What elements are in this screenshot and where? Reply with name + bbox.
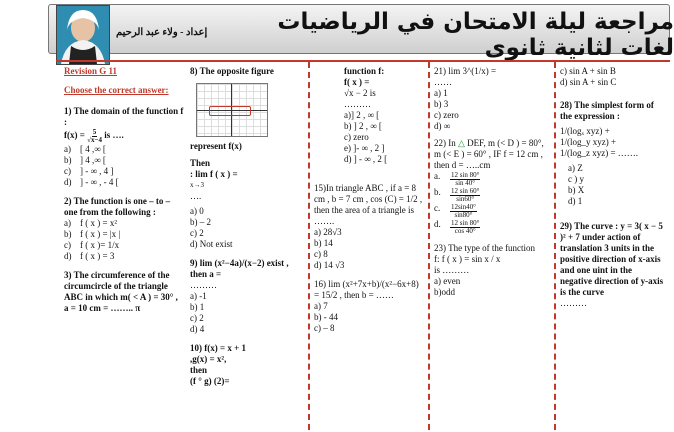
answer-option	[64, 144, 184, 155]
answer-option	[434, 171, 544, 187]
option-letter: b)	[64, 229, 72, 239]
option-text: ] - ∞ , 4 ]	[80, 166, 114, 176]
answer-option: e) ]- ∞ , 2 ]	[344, 143, 385, 153]
answer-option: b) 14	[314, 238, 333, 248]
question-1-options	[64, 144, 184, 188]
question-15-options	[314, 227, 424, 271]
option-letter: a.	[434, 171, 441, 181]
question-8-options	[190, 206, 290, 250]
answer-option: d) ∞	[434, 121, 451, 131]
question-3: 3) The circumference of the circumcircle of the triangle ABC in which m( < A ) = 30° , a = 10 cm = …….. π	[64, 270, 178, 313]
question-28: 28) The simplest form of the expression :	[560, 100, 654, 121]
expression-term: 1/(logₓ xyz) +	[560, 126, 610, 136]
prepared-by-label: إعداد - ولاء عبد الرحيم	[116, 27, 208, 38]
option-letter: d)	[64, 251, 72, 261]
question-21: 21) lim 3^(1/x) =	[434, 66, 497, 76]
question-22-start: 22) In	[434, 138, 456, 148]
answer-option: b)odd	[434, 287, 455, 297]
option-text: f ( x ) = x²	[80, 218, 118, 228]
option-text: ] 4 ,∞ [	[80, 155, 106, 165]
question-16: 16) lim (x²+7x+b)/(x²−6x+8) = 15/2 , then b = ……	[314, 279, 419, 300]
answer-option: c) 8	[314, 249, 328, 259]
question-9: 9) lim (x²−4a)/(x−2) exist , then a =	[190, 258, 289, 279]
function-question-fx: f( x ) =	[344, 77, 370, 87]
answer-option: a) -1	[190, 291, 207, 301]
fraction-numerator: 12 sin 60°	[451, 187, 480, 195]
answer-option: d) ] - ∞ , 2 [	[344, 154, 388, 164]
answer-option: b) 1	[190, 302, 205, 312]
answer-option: d) 4	[190, 324, 205, 334]
option-letter: b.	[434, 187, 441, 197]
answer-option: a) Z	[568, 163, 583, 173]
answer-option: b) ] 2 , ∞ [	[344, 121, 382, 131]
option-letter: b)	[64, 155, 72, 165]
question-10-line-4: (f ° g) (2)=	[190, 376, 230, 386]
instruction-label: Choose the correct answer:	[64, 85, 169, 95]
option-c-sines: c) sin A + sin B	[560, 66, 616, 76]
answer-option: c) 2	[190, 313, 204, 323]
answer-option	[64, 251, 184, 262]
answer-option: a)] 2 , ∞ [	[344, 110, 380, 120]
question-1-tail: is ….	[104, 130, 124, 141]
answer-option: c) – 8	[314, 323, 335, 333]
column-divider	[308, 62, 310, 430]
answer-option: c) zero	[344, 132, 369, 142]
expression-term: 1/(log_z xyz) = …….	[560, 148, 639, 158]
option-fraction	[450, 203, 477, 219]
fraction-denominator: sin60°	[456, 195, 475, 203]
option-fraction	[450, 219, 480, 235]
question-15: 15)In triangle ABC , if a = 8 cm , b = 7 cm , cos (C) = 1/2 , then the area of a triangle is …….	[314, 183, 423, 226]
option-letter: d)	[64, 177, 72, 187]
option-letter: c)	[64, 166, 71, 176]
answer-option	[434, 203, 544, 219]
answer-option	[64, 177, 184, 188]
column-4	[434, 66, 544, 298]
column-divider	[554, 62, 556, 430]
question-10-line-2: ,g(x) = x²,	[190, 354, 227, 364]
fraction-numerator: 12sin40°	[451, 203, 476, 211]
column-1	[64, 66, 184, 314]
option-text: [ 4 ,∞ [	[80, 144, 106, 154]
question-28-options	[560, 163, 666, 207]
column-5	[560, 66, 666, 309]
question-1-fraction	[87, 128, 102, 144]
option-text: f ( x ) = 3	[80, 251, 115, 261]
question-23-options	[434, 276, 544, 298]
graph-curve	[209, 106, 251, 116]
fraction-denominator: sin80°	[454, 211, 473, 219]
question-29: 29) The curve : y = 3( x − 5 )² + 7 under action of translation 3 units in the positive direction of x-axis and one uint in the negative direction of y-axis is the curve	[560, 221, 664, 297]
column-divider	[428, 62, 430, 430]
question-9-dots: ………	[190, 280, 217, 290]
option-text: ] - ∞ , - 4 [	[80, 177, 119, 187]
question-28-terms	[560, 126, 666, 159]
fraction-denominator: sin 40°	[455, 179, 476, 187]
question-2: 2) The function is one – to – one from the following :	[64, 196, 171, 217]
answer-option: a) even	[434, 276, 461, 286]
column-3	[314, 66, 424, 334]
answer-option	[64, 166, 184, 177]
answer-option: b) 3	[434, 99, 449, 109]
triangle-icon: △	[458, 138, 465, 148]
answer-option: d) Not exist	[190, 239, 233, 249]
fraction-numerator: 12 sin 80°	[451, 219, 480, 227]
answer-option: a) 0	[190, 206, 204, 216]
answer-option: c ) y	[568, 174, 584, 184]
answer-option: b) X	[568, 185, 585, 195]
page-title: مراجعة ليلة الامتحان في الرياضيات لغات لثانية ثانوى	[277, 9, 674, 61]
answer-option: c) zero	[434, 110, 459, 120]
answer-option	[64, 240, 184, 251]
function-question-root: √x − 2 is	[344, 88, 376, 98]
question-22	[434, 138, 544, 171]
answer-option	[64, 155, 184, 166]
answer-option	[64, 229, 184, 240]
question-1-fx: f(x) =	[64, 130, 85, 141]
fraction-denominator: √x−4	[87, 136, 102, 144]
function-question-dots: ………	[344, 99, 371, 109]
worksheet	[56, 60, 670, 432]
question-10-line-1: 10) f(x) = x + 1	[190, 343, 246, 353]
answer-option: b) - 44	[314, 312, 338, 322]
option-letter: a)	[64, 218, 71, 228]
question-9-options	[190, 291, 290, 335]
answer-option	[434, 219, 544, 235]
option-letter: d.	[434, 219, 441, 229]
question-2-options	[64, 218, 184, 262]
represent-label: represent f(x)	[190, 141, 242, 151]
limit-subscript: x→3	[190, 181, 204, 189]
answer-option: d) 14 √3	[314, 260, 345, 270]
answer-option: d) 1	[568, 196, 583, 206]
graph-figure	[196, 83, 268, 137]
author-photo	[56, 5, 110, 65]
option-text: f ( x ) = |x |	[80, 229, 121, 239]
question-1: 1) The domain of the function f :	[64, 106, 184, 127]
question-22-options	[434, 171, 544, 235]
answer-option	[434, 187, 544, 203]
revision-label: Revision G 11	[64, 66, 118, 76]
answer-option: a) 28√3	[314, 227, 342, 237]
function-question: function f:	[344, 66, 385, 76]
option-fraction	[450, 171, 480, 187]
option-d-sines: d) sin A + sin C	[560, 77, 617, 87]
question-21-options	[434, 88, 544, 132]
question-1-function	[64, 128, 184, 144]
question-23-is: is ………	[434, 265, 470, 275]
question-21-dots: ……	[434, 77, 452, 87]
answer-option: c) 2	[190, 228, 204, 238]
answer-option: a) 7	[314, 301, 328, 311]
option-fraction	[450, 187, 480, 203]
option-letter: c.	[434, 203, 441, 213]
answer-option: a) 1	[434, 88, 448, 98]
option-letter: a)	[64, 144, 71, 154]
question-16-options	[314, 301, 424, 334]
question-29-dots: ………	[560, 298, 587, 308]
question-23-function: f: f ( x ) = sin x / x	[434, 254, 501, 264]
question-8: 8) The opposite figure	[190, 66, 274, 76]
fraction-numerator: 5	[92, 128, 97, 136]
option-text: f ( x )= 1/x	[80, 240, 120, 250]
expression-term: 1/(log_y xyz) +	[560, 137, 617, 147]
option-letter: c)	[64, 240, 71, 250]
limit-expression: : lim f ( x ) =	[190, 169, 238, 179]
question-10-line-3: then	[190, 365, 208, 375]
question-23: 23) The type of the function	[434, 243, 536, 253]
column-2	[190, 66, 290, 387]
function-question-options	[314, 110, 424, 165]
fraction-denominator: cos 40°	[454, 227, 476, 235]
then-label: Then	[190, 158, 211, 168]
answer-option: b) – 2	[190, 217, 211, 227]
answer-option	[64, 218, 184, 229]
limit-dots: ….	[190, 191, 202, 201]
fraction-numerator: 12 sin 80°	[451, 171, 480, 179]
question-22-body: DEF, m (< D ) = 80°, m (< E ) = 60° , IF f = 12 cm , then d = …..cm	[434, 138, 544, 170]
